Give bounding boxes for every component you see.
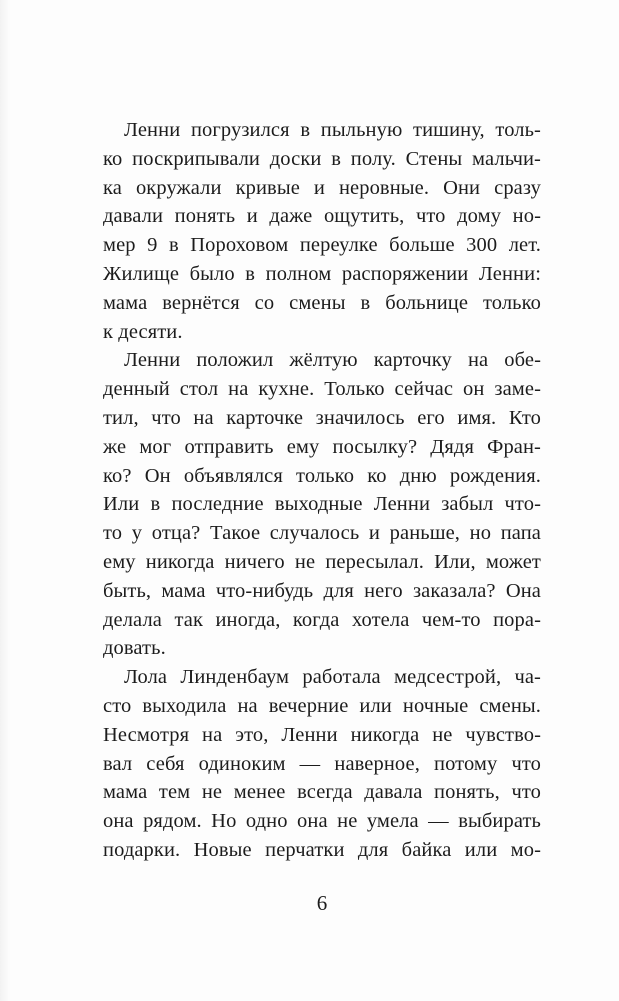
text-line: вал себя одиноким — наверное, потому что [103, 752, 541, 775]
text-line: довать. [103, 637, 166, 660]
text-line: к десяти. [103, 320, 183, 343]
page-number: 6 [316, 891, 328, 915]
text-line: сто выходила на вечерние или ночные смены. [103, 694, 541, 717]
page-text [103, 116, 541, 865]
text-line: Несмотря на это, Ленни никогда не чувство- [103, 723, 541, 746]
text-line: мама тем не менее всегда давала понять, что [103, 781, 541, 804]
text-line: подарки. Новые перчатки для байка или мо- [103, 838, 541, 861]
text-line: она рядом. Но одно она не умела — выбирать [103, 810, 541, 833]
text-line: Или в последние выходные Ленни забыл что- [103, 493, 541, 516]
text-line: же мог отправить ему посылку? Дядя Фран- [103, 435, 541, 458]
text-line: ему никогда ничего не пересылал. Или, может [103, 550, 541, 573]
text-line: Жилище было в полном распоряжении Ленни: [103, 262, 541, 285]
text-line: ко поскрипывали доски в полу. Стены мальчи- [103, 147, 541, 170]
text-line: тил, что на карточке значилось его имя. Кто [103, 406, 541, 429]
text-line: ка окружали кривые и неровные. Они сразу [103, 176, 541, 199]
text-line: денный стол на кухне. Только сейчас он заме- [103, 378, 541, 401]
text-line: быть, мама что-нибудь для него заказала? Она [103, 579, 541, 602]
text-line: мер 9 в Пороховом переулке больше 300 лет. [103, 234, 541, 257]
text-line: Лола Линденбаум работала медсестрой, ча- [124, 666, 541, 689]
text-line: то у отца? Такое случалось и раньше, но папа [103, 522, 541, 545]
text-line: Ленни погрузился в пыльную тишину, толь- [124, 119, 541, 141]
text-line: ко? Он объявлялся только ко дню рождения. [103, 464, 541, 487]
text-line: Ленни положил жёлтую карточку на обе- [124, 349, 541, 372]
text-line: давали понять и даже ощутить, что дому но- [103, 205, 541, 228]
text-line: мама вернётся со смены в больнице только [103, 291, 541, 314]
text-line: делала так иногда, когда хотела чем-то пора- [103, 608, 541, 631]
